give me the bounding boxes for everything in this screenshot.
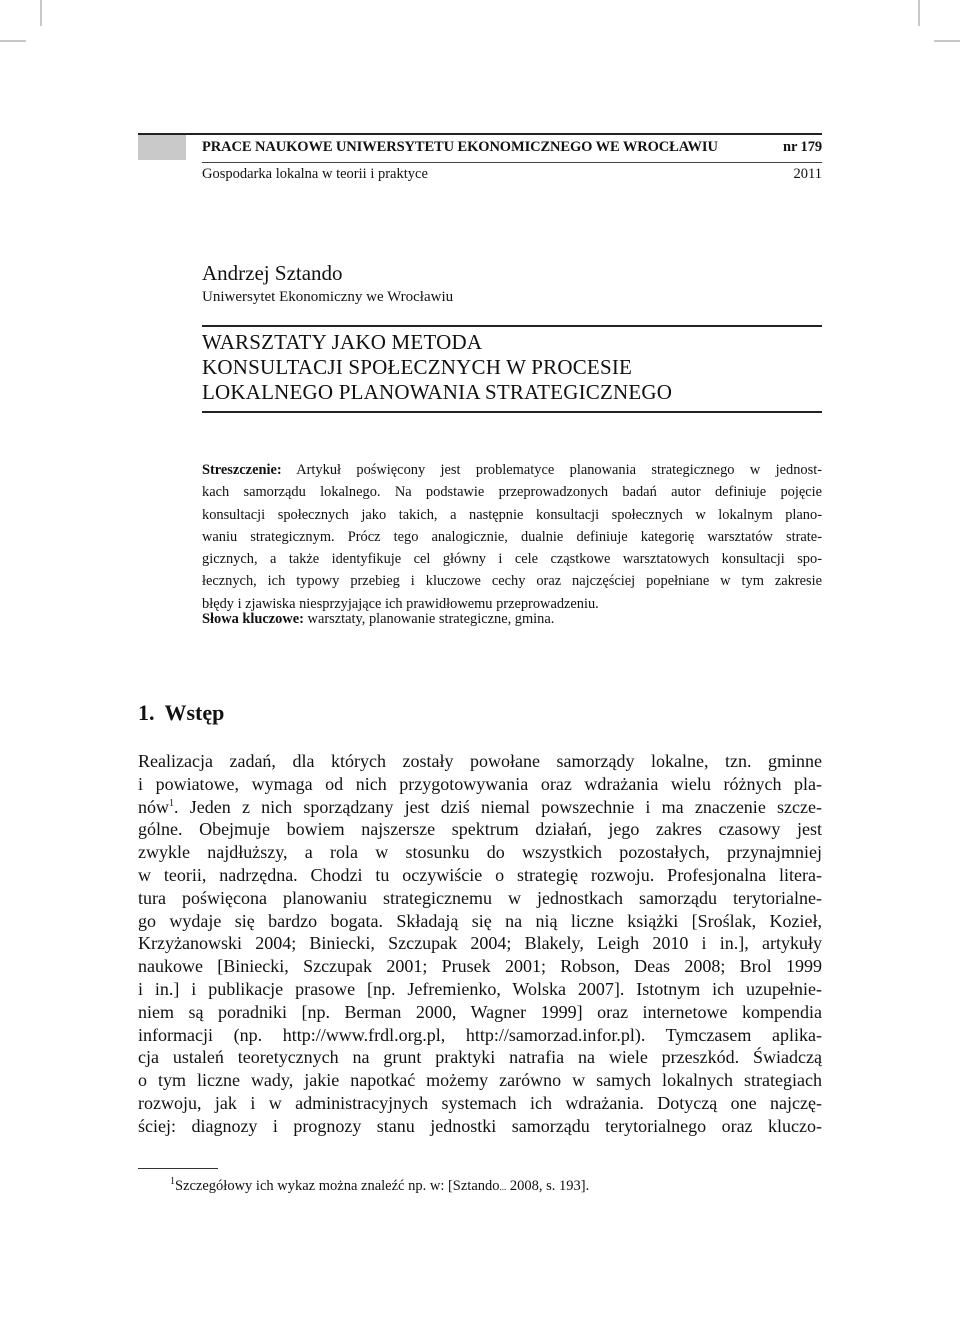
body-line: zwykle najdłuższy, a rola w stosunku do wszystkich pozostałych, przynajmniej	[138, 842, 822, 863]
body-line: i in.] i publikacje prasowe [np. Jefremienko, Wolska 2007]. Istotnym ich uzupełnie-	[138, 978, 822, 999]
abstract-label: Streszczenie:	[202, 462, 282, 478]
keywords-label: Słowa kluczowe:	[202, 611, 304, 627]
title-line: KONSULTACJI SPOŁECZNYCH W PROCESIE	[202, 355, 633, 379]
keywords	[202, 611, 822, 628]
publication-year: 2011	[793, 166, 822, 182]
article-title	[202, 330, 822, 405]
body-line: o tym liczne wady, jakie napotkać możemy zarówno w samych lokalnych strategiach	[138, 1070, 822, 1091]
section-title-text: Wstęp	[164, 700, 225, 725]
body-line: rozwoju, jak i w administracyjnych systemach ich wdrażania. Dotyczą one najczę-	[138, 1092, 822, 1113]
body-line: niem są poradniki [np. Berman 2000, Wagner 1999] oraz internetowe kompendia	[138, 1001, 822, 1022]
abstract-line: kach samorządu lokalnego. Na podstawie przeprowadzonych badań autor definiuje pojęcie	[202, 484, 822, 501]
abstract-line: gicznych, a także identyfikuje cel główny i cele cząstkowe warsztatowych konsultacji spo-	[202, 551, 822, 568]
abstract	[202, 459, 822, 615]
title-bottom-rule	[202, 411, 822, 413]
abstract-line: konsultacji społecznych jako takich, a następnie konsultacji społecznych w lokalnym plano-	[202, 506, 822, 523]
crop-mark-top-left	[40, 0, 42, 26]
author-name: Andrzej Sztando	[202, 261, 343, 285]
abstract-line: łecznych, ich typowy przebieg i kluczowe cechy oraz najczęściej popełniane w tym zakresie	[202, 573, 822, 590]
keywords-text: warsztaty, planowanie strategiczne, gmina.	[307, 611, 555, 627]
footnote-text-end: 2008, s. 193].	[506, 1178, 590, 1194]
body-line: ściej: diagnozy i prognozy stanu jednostki samorządu terytorialnego oraz kluczo-	[138, 1115, 822, 1136]
section-number: 1.	[138, 700, 155, 725]
crop-mark-top-left-h	[0, 40, 26, 42]
title-top-rule	[202, 325, 822, 327]
body-text-fragment: . Jeden z nich sporządzany jest dziś niemal powszechnie i ma znaczenie szcze-	[174, 796, 822, 817]
body-paragraph	[138, 750, 822, 1138]
body-line	[138, 796, 822, 819]
body-line: w teorii, nadrzędna. Chodzi tu oczywiście o strategię rozwoju. Profesjonalna litera-	[138, 864, 822, 885]
body-line: gólne. Obejmuje bowiem najszersze spektrum działań, jego zakres czasowy jest	[138, 819, 822, 840]
series-name: Gospodarka lokalna w teorii i praktyce	[202, 166, 428, 182]
title-line: WARSZTATY JAKO METODA	[202, 330, 483, 354]
crop-mark-top-right-h	[934, 40, 960, 42]
abstract-line	[202, 459, 822, 481]
title-line: LOKALNEGO PLANOWANIA STRATEGICZNEGO	[202, 380, 673, 404]
issue-number: nr 179	[782, 139, 822, 155]
footnote-ellipsis: ...	[499, 1182, 507, 1192]
header-series-row	[202, 166, 822, 183]
header-separator	[202, 162, 822, 163]
header-shade-block	[138, 135, 186, 160]
footnote-text: Szczegółowy ich wykaz można znaleźć np. w: [Sztando	[175, 1178, 500, 1194]
body-line: i powiatowe, wymaga od nich przygotowywania oraz wdrażania wielu różnych pla-	[138, 773, 822, 794]
body-text-fragment: nów	[138, 796, 169, 817]
abstract-line: błędy i zjawiska niesprzyjające ich prawidłowemu przeprowadzeniu.	[202, 595, 599, 612]
body-line: Krzyżanowski 2004; Biniecki, Szczupak 2004; Blakely, Leigh 2010 i in.], artykuły	[138, 933, 822, 954]
body-line: tura poświęcona planowaniu strategicznemu w jednostkach samorządu terytorialne-	[138, 887, 822, 908]
footnote-marker: 1	[170, 1176, 175, 1188]
crop-mark-top-right	[918, 0, 920, 26]
body-line: naukowe [Biniecki, Szczupak 2001; Prusek 2001; Robson, Deas 2008; Brol 1999	[138, 956, 822, 977]
body-line: informacji (np. http://www.frdl.org.pl, http://samorzad.infor.pl). Tymczasem aplika-	[138, 1024, 822, 1045]
section-heading	[138, 700, 224, 726]
abstract-text: Artykuł poświęcony jest problematyce planowania strategicznego w jednost-	[296, 462, 822, 478]
body-line: cja ustaleń teoretycznych na grunt praktyki natrafia na wiele przeszkód. Świadczą	[138, 1047, 822, 1068]
footnote-reference[interactable]: 1	[169, 797, 174, 809]
body-line: go wydaje się bardzo bogata. Składają się na nią liczne książki [Sroślak, Kozieł,	[138, 910, 822, 931]
abstract-line: waniu strategicznym. Prócz tego analogicznie, dualnie definiuje kategorię warsztatów strate-	[202, 528, 822, 545]
footnote-rule	[138, 1168, 218, 1169]
header-top-rule	[138, 133, 822, 135]
header-journal-row	[202, 139, 822, 156]
footnote	[170, 1178, 589, 1195]
body-line: Realizacja zadań, dla których zostały powołane samorządy lokalne, tzn. gminne	[138, 751, 822, 771]
journal-name: PRACE NAUKOWE UNIWERSYTETU EKONOMICZNEGO WE WROCŁAWIU	[202, 139, 718, 155]
author-affiliation: Uniwersytet Ekonomiczny we Wrocławiu	[202, 289, 454, 305]
